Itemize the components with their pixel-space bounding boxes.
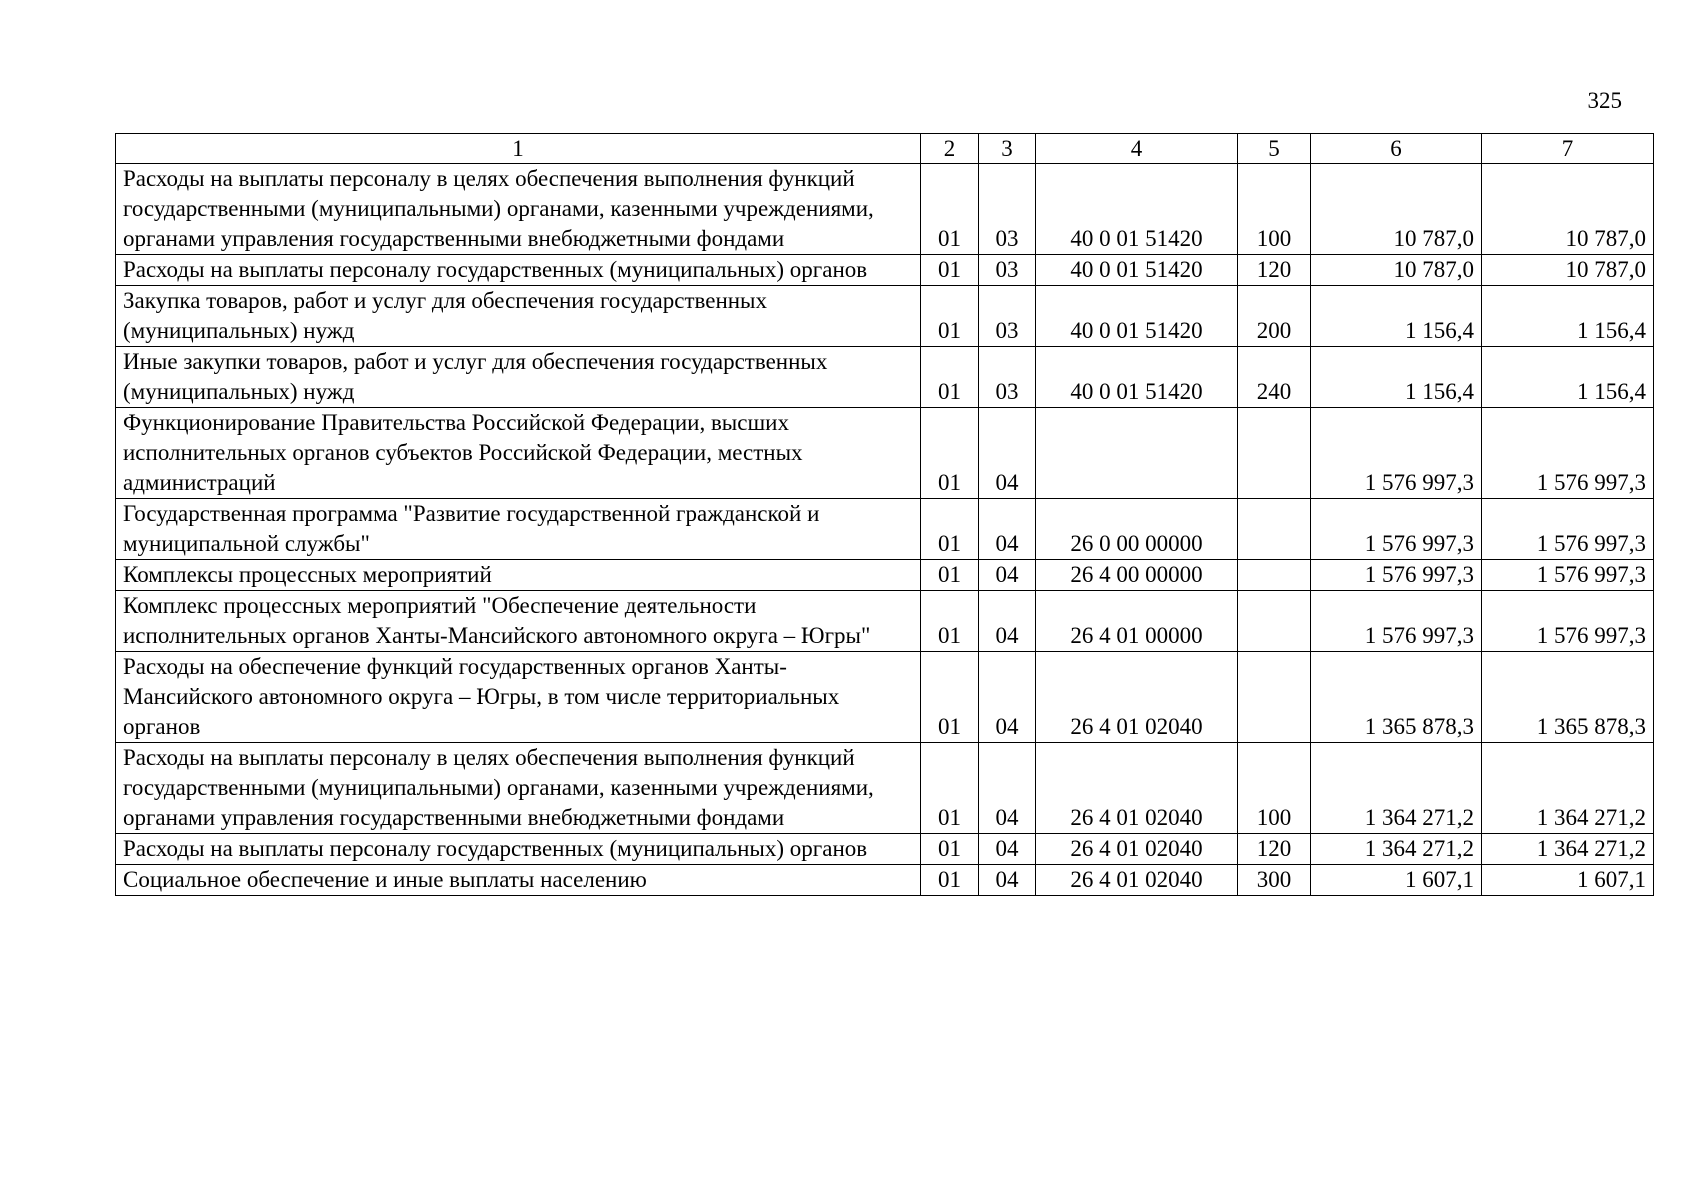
- section-code: 01: [921, 255, 979, 286]
- page-number: 325: [1587, 88, 1622, 113]
- subsection-code: 04: [979, 743, 1036, 834]
- subsection-code: 03: [979, 255, 1036, 286]
- section-code: 01: [921, 286, 979, 347]
- expense-type-code: [1238, 652, 1311, 743]
- expense-name: Функционирование Правительства Российской Федерации, высших исполнительных органов субъектов Российской Федерации, местных администраций: [116, 408, 921, 499]
- amount-col-6: 1 365 878,3: [1311, 652, 1482, 743]
- amount-col-7: 1 607,1: [1482, 865, 1654, 896]
- expense-type-code: 100: [1238, 743, 1311, 834]
- column-header-1: 1: [116, 134, 921, 164]
- amount-col-6: 1 364 271,2: [1311, 743, 1482, 834]
- expense-type-code: 300: [1238, 865, 1311, 896]
- expense-name: Комплекс процессных мероприятий "Обеспечение деятельности исполнительных органов Ханты-Мансийского автономного округа – Югры": [116, 591, 921, 652]
- section-code: 01: [921, 834, 979, 865]
- column-header-7: 7: [1482, 134, 1654, 164]
- amount-col-7: 10 787,0: [1482, 164, 1654, 255]
- expense-name: Расходы на выплаты персоналу государственных (муниципальных) органов: [116, 834, 921, 865]
- amount-col-7: 1 576 997,3: [1482, 499, 1654, 560]
- column-header-5: 5: [1238, 134, 1311, 164]
- amount-col-6: 1 156,4: [1311, 286, 1482, 347]
- target-article-code: [1036, 408, 1238, 499]
- expense-type-code: 240: [1238, 347, 1311, 408]
- expense-name: Расходы на выплаты персоналу государственных (муниципальных) органов: [116, 255, 921, 286]
- amount-col-6: 1 576 997,3: [1311, 560, 1482, 591]
- amount-col-7: 1 576 997,3: [1482, 560, 1654, 591]
- table-row: [116, 652, 1654, 743]
- amount-col-6: 1 156,4: [1311, 347, 1482, 408]
- subsection-code: 04: [979, 408, 1036, 499]
- expense-type-code: 120: [1238, 255, 1311, 286]
- expense-type-code: 120: [1238, 834, 1311, 865]
- table-row: [116, 560, 1654, 591]
- subsection-code: 04: [979, 560, 1036, 591]
- table-row: [116, 834, 1654, 865]
- section-code: 01: [921, 591, 979, 652]
- expense-name: Социальное обеспечение и иные выплаты населению: [116, 865, 921, 896]
- subsection-code: 03: [979, 347, 1036, 408]
- expense-name: Расходы на обеспечение функций государственных органов Ханты-Мансийского автономного округа – Югры, в том числе территориальных органов: [116, 652, 921, 743]
- table-header: [116, 134, 1654, 164]
- amount-col-6: 1 576 997,3: [1311, 591, 1482, 652]
- subsection-code: 04: [979, 865, 1036, 896]
- expense-type-code: [1238, 591, 1311, 652]
- section-code: 01: [921, 652, 979, 743]
- expense-name: Расходы на выплаты персоналу в целях обеспечения выполнения функций государственными (муниципальными) органами, казенными учреждениями, органами управления государственными внебюджетными фондами: [116, 164, 921, 255]
- table-row: [116, 408, 1654, 499]
- subsection-code: 04: [979, 652, 1036, 743]
- table-row: [116, 286, 1654, 347]
- table-body: [116, 164, 1654, 896]
- amount-col-6: 1 364 271,2: [1311, 834, 1482, 865]
- expense-name: Закупка товаров, работ и услуг для обеспечения государственных (муниципальных) нужд: [116, 286, 921, 347]
- section-code: 01: [921, 743, 979, 834]
- amount-col-7: 1 365 878,3: [1482, 652, 1654, 743]
- column-header-6: 6: [1311, 134, 1482, 164]
- column-header-2: 2: [921, 134, 979, 164]
- section-code: 01: [921, 560, 979, 591]
- target-article-code: 26 4 01 02040: [1036, 834, 1238, 865]
- amount-col-7: 1 576 997,3: [1482, 408, 1654, 499]
- section-code: 01: [921, 865, 979, 896]
- section-code: 01: [921, 499, 979, 560]
- target-article-code: 40 0 01 51420: [1036, 347, 1238, 408]
- expense-name: Государственная программа "Развитие государственной гражданской и муниципальной службы": [116, 499, 921, 560]
- subsection-code: 04: [979, 834, 1036, 865]
- expense-name: Иные закупки товаров, работ и услуг для обеспечения государственных (муниципальных) нужд: [116, 347, 921, 408]
- budget-table: [115, 133, 1654, 896]
- table-row: [116, 743, 1654, 834]
- target-article-code: 26 4 01 02040: [1036, 652, 1238, 743]
- table-row: [116, 499, 1654, 560]
- column-header-4: 4: [1036, 134, 1238, 164]
- target-article-code: 40 0 01 51420: [1036, 286, 1238, 347]
- amount-col-7: 1 364 271,2: [1482, 834, 1654, 865]
- table-row: [116, 347, 1654, 408]
- table-row: [116, 164, 1654, 255]
- amount-col-6: 10 787,0: [1311, 164, 1482, 255]
- amount-col-7: 10 787,0: [1482, 255, 1654, 286]
- target-article-code: 40 0 01 51420: [1036, 164, 1238, 255]
- expense-type-code: [1238, 408, 1311, 499]
- expense-type-code: 100: [1238, 164, 1311, 255]
- target-article-code: 26 4 01 02040: [1036, 865, 1238, 896]
- subsection-code: 03: [979, 164, 1036, 255]
- subsection-code: 03: [979, 286, 1036, 347]
- amount-col-7: 1 156,4: [1482, 347, 1654, 408]
- amount-col-7: 1 364 271,2: [1482, 743, 1654, 834]
- target-article-code: 26 4 00 00000: [1036, 560, 1238, 591]
- expense-type-code: 200: [1238, 286, 1311, 347]
- expense-name: Расходы на выплаты персоналу в целях обеспечения выполнения функций государственными (муниципальными) органами, казенными учреждениями, органами управления государственными внебюджетными фондами: [116, 743, 921, 834]
- section-code: 01: [921, 347, 979, 408]
- target-article-code: 26 4 01 02040: [1036, 743, 1238, 834]
- amount-col-6: 1 576 997,3: [1311, 499, 1482, 560]
- section-code: 01: [921, 408, 979, 499]
- amount-col-7: 1 156,4: [1482, 286, 1654, 347]
- table-row: [116, 865, 1654, 896]
- table-row: [116, 591, 1654, 652]
- expense-type-code: [1238, 560, 1311, 591]
- target-article-code: 26 0 00 00000: [1036, 499, 1238, 560]
- table-row: [116, 255, 1654, 286]
- header-row: [116, 134, 1654, 164]
- amount-col-6: 1 607,1: [1311, 865, 1482, 896]
- amount-col-6: 1 576 997,3: [1311, 408, 1482, 499]
- section-code: 01: [921, 164, 979, 255]
- target-article-code: 40 0 01 51420: [1036, 255, 1238, 286]
- amount-col-6: 10 787,0: [1311, 255, 1482, 286]
- expense-name: Комплексы процессных мероприятий: [116, 560, 921, 591]
- subsection-code: 04: [979, 499, 1036, 560]
- target-article-code: 26 4 01 00000: [1036, 591, 1238, 652]
- column-header-3: 3: [979, 134, 1036, 164]
- expense-type-code: [1238, 499, 1311, 560]
- subsection-code: 04: [979, 591, 1036, 652]
- amount-col-7: 1 576 997,3: [1482, 591, 1654, 652]
